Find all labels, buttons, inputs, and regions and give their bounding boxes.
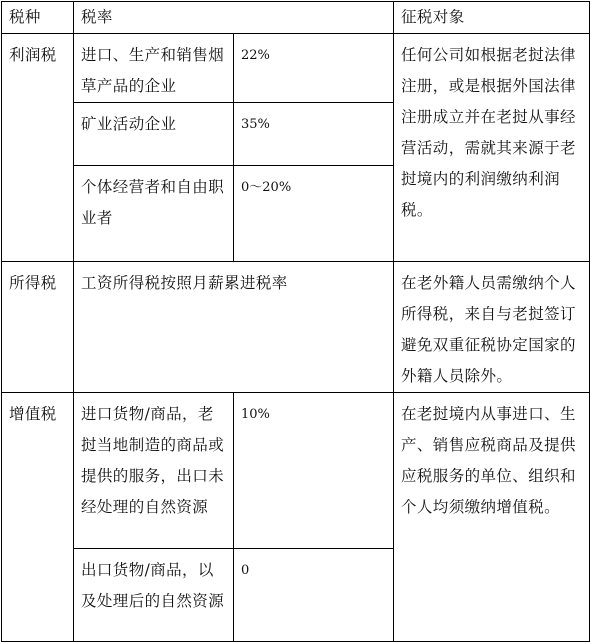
profit-item-3: 个体经营者和自由职业者 — [74, 166, 234, 262]
tax-name-vat: 增值税 — [2, 393, 74, 642]
profit-rate-1: 22% — [234, 34, 394, 103]
vat-rate-1: 10% — [234, 393, 394, 549]
header-tax-type: 税种 — [2, 2, 74, 34]
profit-rate-3: 0～20% — [234, 166, 394, 262]
table-row-income — [2, 262, 590, 393]
table-row-vat-1 — [2, 393, 590, 549]
vat-tax-object: 在老挝境内从事进口、生产、销售应税商品及提供应税服务的单位、组织和个人均须缴纳增值税。 — [394, 393, 590, 642]
header-tax-rate: 税率 — [74, 2, 394, 34]
tax-name-income: 所得税 — [2, 262, 74, 393]
header-tax-object: 征税对象 — [394, 2, 590, 34]
vat-item-1: 进口货物/商品，老挝当地制造的商品或提供的服务，出口未经处理的自然资源 — [74, 393, 234, 549]
profit-tax-object: 任何公司如根据老挝法律注册，或是根据外国法律注册成立并在老挝从事经营活动，需就其来源于老挝境内的利润缴纳利润税。 — [394, 34, 590, 262]
table-header-row — [2, 2, 590, 34]
tax-name-profit: 利润税 — [2, 34, 74, 262]
profit-item-2: 矿业活动企业 — [74, 103, 234, 166]
profit-rate-2: 35% — [234, 103, 394, 166]
income-tax-object: 在老外籍人员需缴纳个人所得税，来自与老挝签订避免双重征税协定国家的外籍人员除外。 — [394, 262, 590, 393]
tax-table — [1, 1, 590, 642]
vat-item-2: 出口货物/商品，以及处理后的自然资源 — [74, 549, 234, 642]
income-tax-rate: 工资所得税按照月薪累进税率 — [74, 262, 394, 393]
profit-item-1: 进口、生产和销售烟草产品的企业 — [74, 34, 234, 103]
table-row-profit-1 — [2, 34, 590, 103]
vat-rate-2: 0 — [234, 549, 394, 642]
